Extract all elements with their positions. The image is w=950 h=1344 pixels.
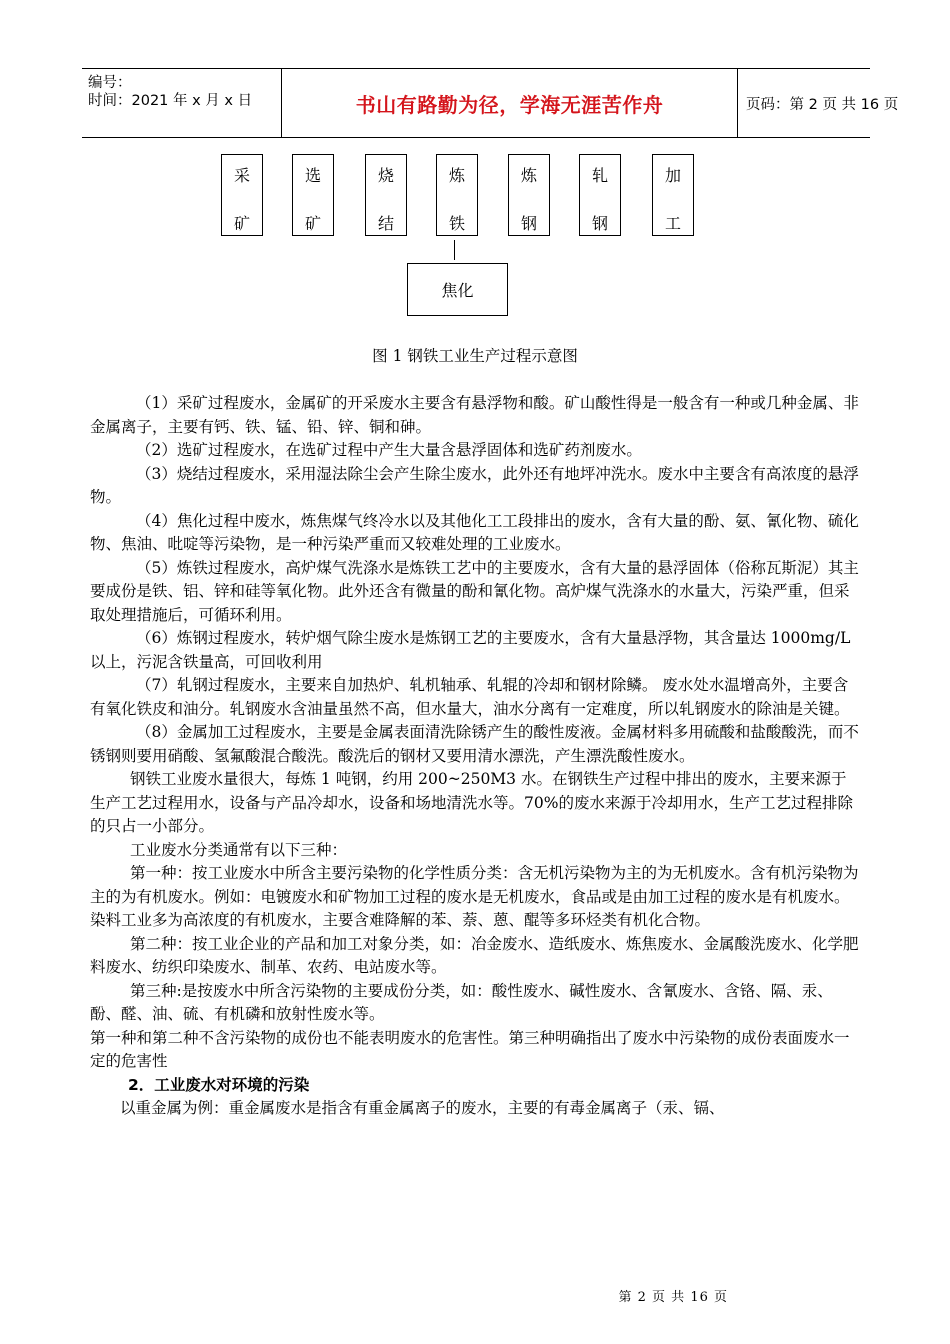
paragraph: （8）金属加工过程废水，主要是金属表面清洗除锈产生的酸性废液。金属材料多用硫酸和盐酸酸洗，而不锈钢则要用硝酸、氢氟酸混合酸洗。酸洗后的钢材又要用清水漂洗，产生漂洗酸性废水。	[90, 723, 859, 765]
header-table	[82, 68, 899, 138]
paragraph: （1）采矿过程废水，金属矿的开采废水主要含有悬浮物和酸。矿山酸性得是一般含有一种或几种金属、非金属离子，主要有钙、铁、锰、铅、锌、铜和砷。	[90, 394, 859, 436]
paragraph: 第一种：按工业废水中所含主要污染物的化学性质分类：含无机污染物为主的为无机废水。含有机污染物为主的为有机废水。例如：电镀废水和矿物加工过程的废水是无机废水，食品或是由加工过程的废水是有机废水。染料工业多为高浓度的有机废水，主要含难降解的苯、萘、蒽、醌等多环烃类有机化合物。	[90, 864, 859, 929]
stage-char: 结	[377, 214, 394, 233]
paragraph: （3）烧结过程废水，采用湿法除尘会产生除尘废水，此外还有地坪冲洗水。废水中主要含有高浓度的悬浮物。	[90, 464, 859, 506]
stage-char: 采	[233, 166, 250, 185]
stage-char: 钢	[520, 214, 537, 233]
paragraph: （6）炼钢过程废水，转炉烟气除尘废水是炼钢工艺的主要废水，含有大量悬浮物，其含量达 1000mg/L 以上，污泥含铁量高，可回收利用	[90, 629, 851, 671]
stage-char: 工	[664, 214, 681, 233]
connector-line	[454, 240, 455, 260]
stage-char: 加	[664, 166, 681, 185]
stage-char: 炼	[448, 166, 465, 185]
paragraph: 第二种：按工业企业的产品和加工对象分类，如：冶金废水、造纸废水、炼焦废水、金属酸洗废水、化学肥料废水、纺织印染废水、制革、农药、电站废水等。	[90, 934, 859, 976]
stage-processing	[652, 154, 694, 236]
paragraph: 以重金属为例：重金属废水是指含有重金属离子的废水，主要的有毒金属离子（汞、镉、	[120, 1099, 725, 1117]
number-label: 编号：	[88, 75, 132, 91]
stage-rolling	[579, 154, 621, 236]
stage-char: 铁	[448, 214, 465, 233]
paragraph: 钢铁工业废水量很大，每炼 1 吨钢，约用 200~250M3 水。在钢铁生产过程中排出的废水，主要来源于生产工艺过程用水，设备与产品冷却水，设备和场地清洗水等。70%的废水来源于冷却用水，生产工艺过程排除的只占一小部分。	[90, 770, 853, 835]
paragraph: 工业废水分类通常有以下三种：	[130, 840, 348, 859]
stage-char: 矿	[233, 214, 250, 233]
time-label: 时间：2021 年 x 月 x 日	[88, 93, 253, 109]
stage-char: 钢	[591, 214, 608, 233]
paragraph: （4）焦化过程中废水，炼焦煤气终冷水以及其他化工工段排出的废水，含有大量的酚、氨、氰化物、硫化物、焦油、吡啶等污染物，是一种污染严重而又较难处理的工业废水。	[90, 511, 859, 553]
paragraph: 第一种和第二种不含污染物的成份也不能表明废水的危害性。第三种明确指出了废水中污染物的成份表面废水一定的危害性	[90, 1028, 850, 1070]
stage-char: 矿	[304, 214, 321, 233]
paragraph: （2）选矿过程废水，在选矿过程中产生大量含悬浮固体和选矿药剂废水。	[136, 441, 642, 459]
paragraph: 第三种:是按废水中所含污染物的主要成份分类，如：酸性废水、碱性废水、含氰废水、含铬、隔、汞、酚、醛、油、硫、有机磷和放射性废水等。	[90, 981, 833, 1023]
page-footer: 第 2 页 共 16 页	[618, 1290, 728, 1305]
header-info	[82, 69, 282, 137]
stage-coking: 焦化	[407, 263, 508, 316]
stage-mining	[221, 154, 263, 236]
stage-char: 炼	[520, 166, 537, 185]
header-motto-cell	[282, 69, 738, 137]
stage-char: 烧	[377, 166, 394, 185]
stage-char: 轧	[591, 166, 608, 185]
paragraph: （7）轧钢过程废水，主要来自加热炉、轧机轴承、轧辊的冷却和钢材除鳞。 废水处水温增高外，主要含有氧化铁皮和油分。轧钢废水含油量虽然不高，但水量大，油水分离有一定难度，所以轧钢废水的除油是关键。	[90, 676, 850, 718]
stage-char: 选	[304, 166, 321, 185]
stage-sintering	[365, 154, 407, 236]
header-motto: 书山有路勤为径，学海无涯苦作舟	[355, 92, 664, 117]
stage-dressing	[292, 154, 334, 236]
section-heading: 2．工业废水对环境的污染	[128, 1075, 310, 1094]
header-page-code: 页码：第 2 页 共 16 页	[746, 96, 899, 113]
body-text	[90, 392, 860, 1121]
stage-steelmaking	[508, 154, 550, 236]
figure-caption: 图 1 钢铁工业生产过程示意图	[372, 347, 578, 365]
stage-ironmaking	[436, 154, 478, 236]
paragraph: （5）炼铁过程废水，高炉煤气洗涤水是炼铁工艺中的主要废水，含有大量的悬浮固体（俗称瓦斯泥）其主要成份是铁、铝、锌和硅等氧化物。此外还含有微量的酚和氰化物。高炉煤气洗涤水的水量大，污染严重，但采取处理措施后，可循环利用。	[90, 558, 859, 624]
